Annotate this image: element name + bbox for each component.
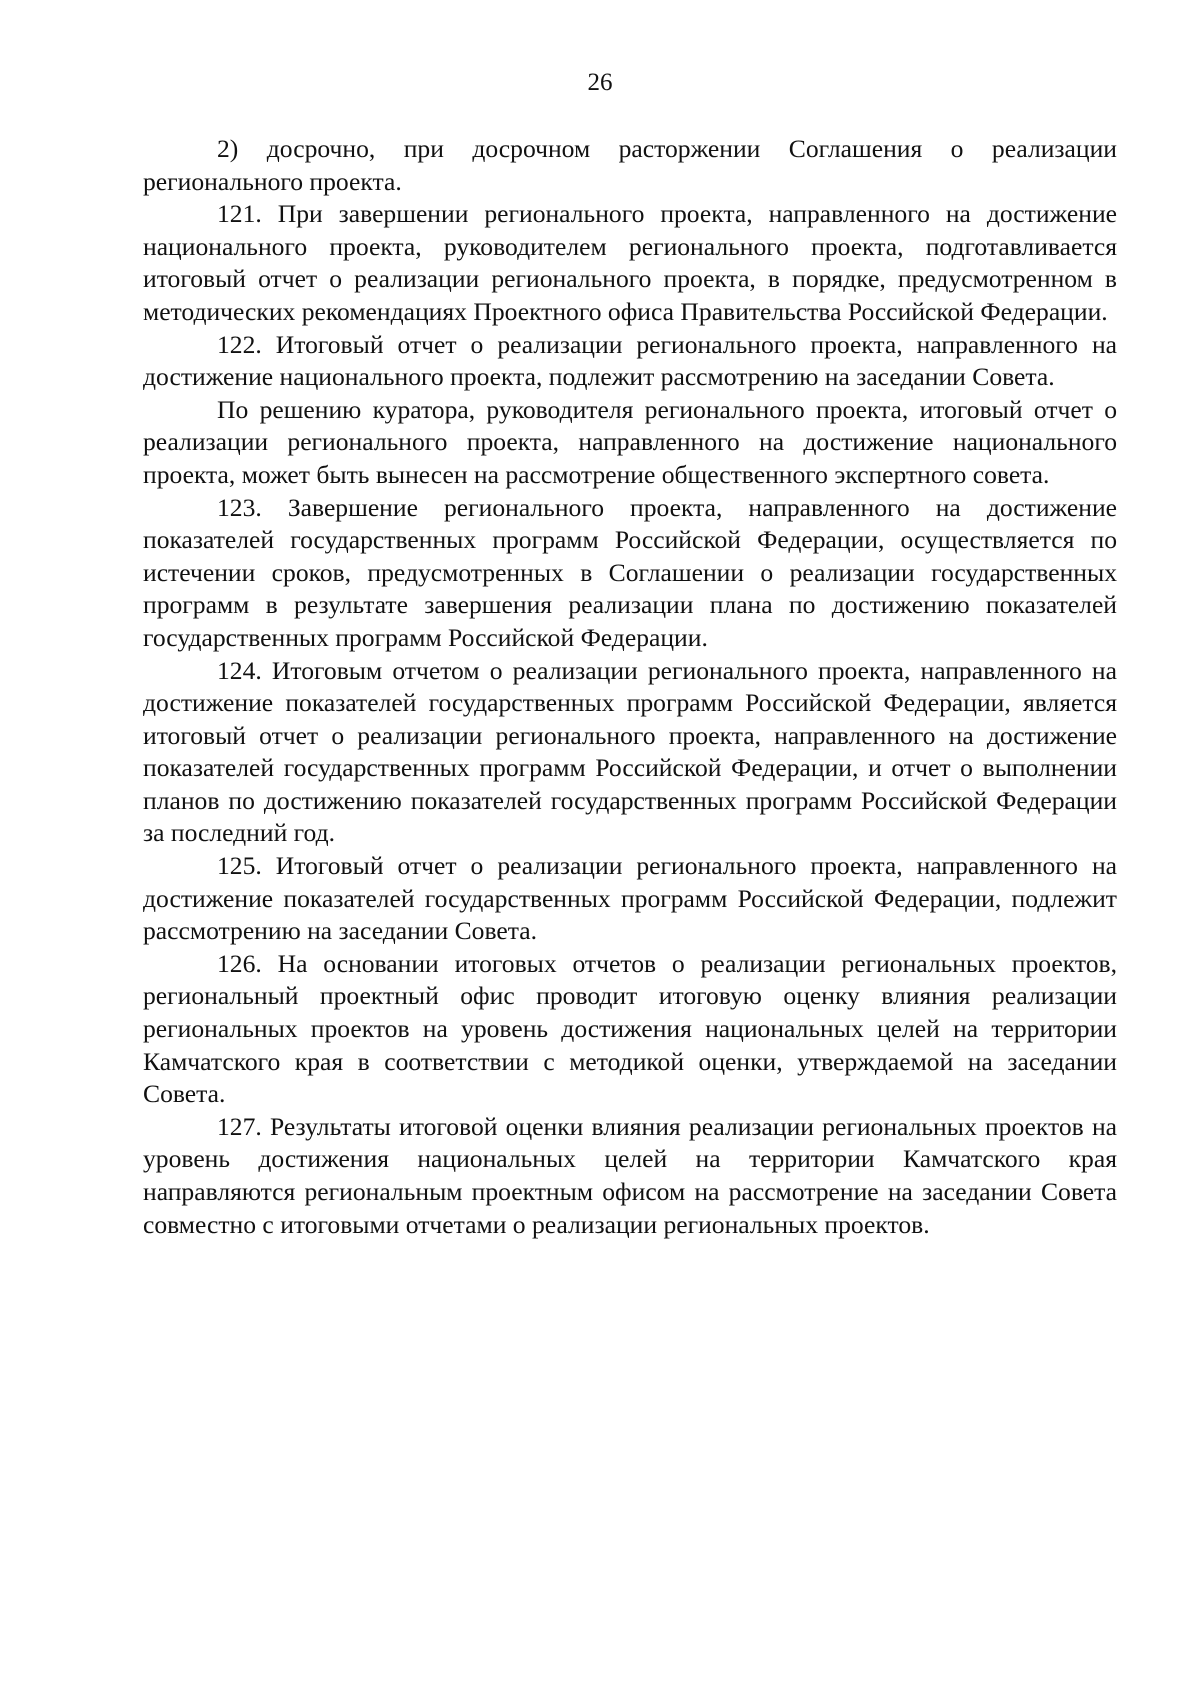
paragraph-124: 124. Итоговым отчетом о реализации регионального проекта, направленного на достижение показателей государственных программ Российской Федерации, является итоговый отчет о реализации регионального проекта, направленного на достижение показателей государственных программ Российской Федерации, и отчет о выполнении планов по достижению показателей государственных программ Российской Федерации за последний год.: [143, 655, 1117, 848]
paragraph-122-curator-decision: По решению куратора, руководителя регионального проекта, итоговый отчет о реализации регионального проекта, направленного на достижение национального проекта, может быть вынесен на рассмотрение общественного экспертного совета.: [143, 394, 1117, 489]
paragraph-127: 127. Результаты итоговой оценки влияния реализации региональных проектов на уровень достижения национальных целей на территории Камчатского края направляются региональным проектным офисом на рассмотрение на заседании Совета совместно с итоговыми отчетами о реализации региональных проектов.: [143, 1111, 1117, 1239]
document-body: [143, 133, 1117, 1241]
paragraph-125: 125. Итоговый отчет о реализации регионального проекта, направленного на достижение показателей государственных программ Российской Федерации, подлежит рассмотрению на заседании Совета.: [143, 851, 1117, 946]
paragraph-123: 123. Завершение регионального проекта, направленного на достижение показателей государственных программ Российской Федерации, осуществляется по истечении сроков, предусмотренных в Соглашении о реализации государственных программ в результате завершения реализации плана по достижению показателей государственных программ Российской Федерации.: [143, 492, 1117, 652]
paragraph-item-2-early-termination: 2) досрочно, при досрочном расторжении Соглашения о реализации регионального проекта.: [143, 134, 1117, 196]
paragraph-122: 122. Итоговый отчет о реализации регионального проекта, направленного на достижение национального проекта, подлежит рассмотрению на заседании Совета.: [143, 329, 1117, 392]
paragraph-121: 121. При завершении регионального проекта, направленного на достижение национального проекта, руководителем регионального проекта, подготавливается итоговый отчет о реализации регионального проекта, в порядке, предусмотренном в методических рекомендациях Проектного офиса Правительства Российской Федерации.: [143, 199, 1117, 326]
paragraph-126: 126. На основании итоговых отчетов о реализации региональных проектов, региональный проектный офис проводит итоговую оценку влияния реализации региональных проектов на уровень достижения национальных целей на территории Камчатского края в соответствии с методикой оценки, утверждаемой на заседании Совета.: [143, 948, 1117, 1109]
page-number: 26: [587, 69, 613, 96]
